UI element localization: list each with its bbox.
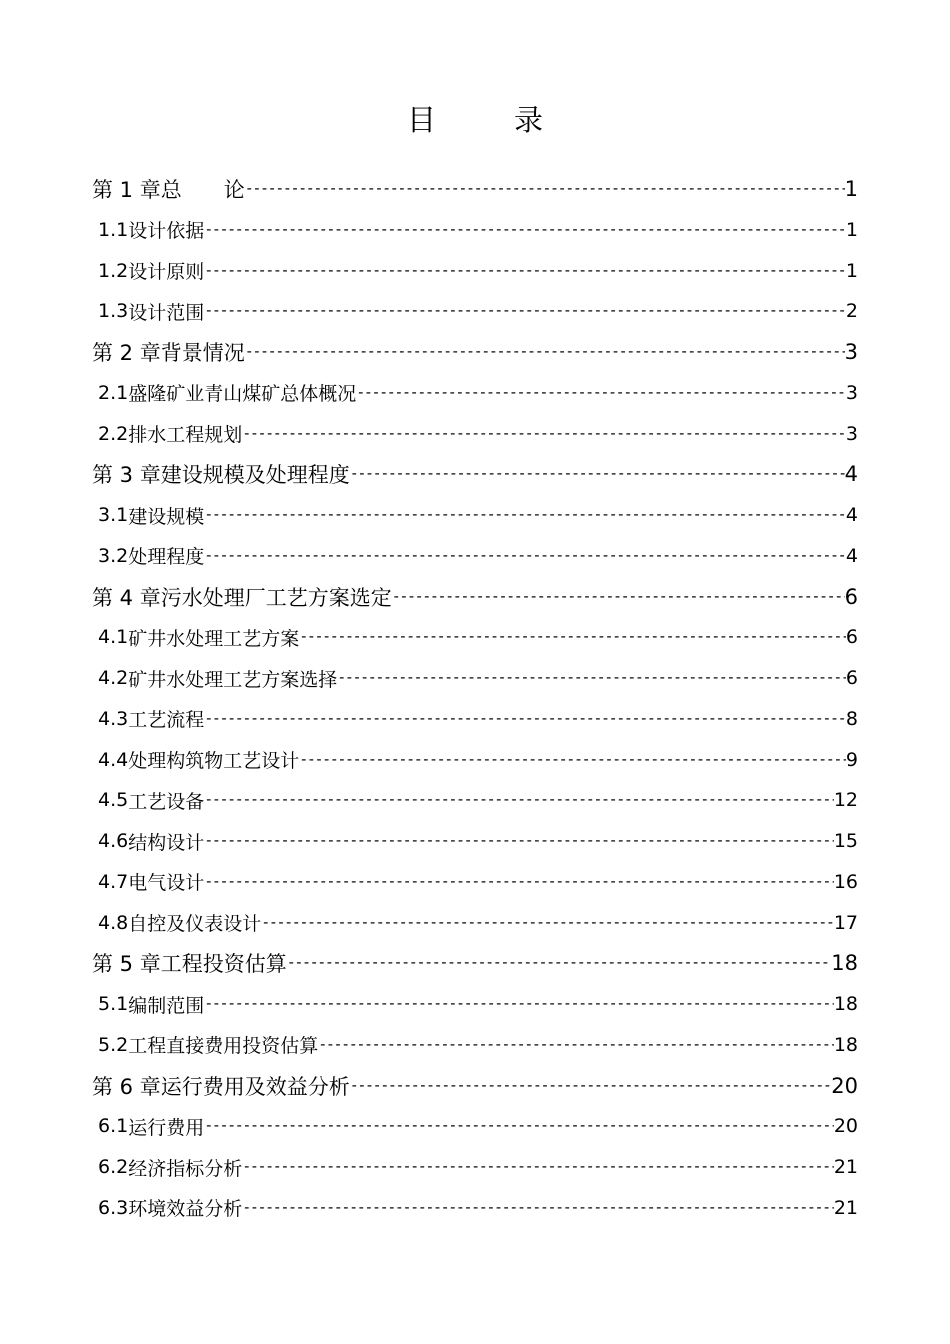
toc-entry-number: 6.2 <box>98 1156 129 1178</box>
toc-section-entry[interactable] <box>92 663 858 693</box>
toc-chapter-entry[interactable] <box>92 174 858 204</box>
toc-dot-leader <box>204 1113 834 1137</box>
toc-entry-label: 工程投资估算 <box>160 952 287 977</box>
toc-entry-page: 3 <box>845 381 858 404</box>
toc-entry-page: 1 <box>845 218 858 241</box>
toc-entry-label: 总 论 <box>160 178 245 202</box>
toc-entry-label: 矿井水处理工艺方案选择 <box>128 668 338 691</box>
toc-section-entry[interactable] <box>92 826 858 856</box>
toc-entry-page: 4 <box>845 504 858 526</box>
toc-title-right: 录 <box>514 103 544 137</box>
toc-entry-page: 6 <box>845 667 858 689</box>
toc-section-entry[interactable] <box>92 1111 858 1141</box>
toc-entry-label: 设计原则 <box>128 261 205 283</box>
toc-entry-page: 4 <box>845 544 858 567</box>
toc-entry-page: 4 <box>844 462 858 487</box>
toc-entry-page: 16 <box>833 870 858 893</box>
toc-entry-label: 工程直接费用投资估算 <box>128 1035 319 1058</box>
toc-entry-label: 排水工程规划 <box>128 424 243 446</box>
toc-entry-number: 第 3 章 <box>92 463 161 488</box>
toc-entry-number: 1.2 <box>98 259 129 282</box>
toc-entry-page: 1 <box>845 259 858 282</box>
toc-entry-number: 2.1 <box>98 381 129 404</box>
toc-title-left: 目 <box>406 103 436 137</box>
toc-entry-label: 建设规模及处理程度 <box>160 463 350 488</box>
toc-entry-label: 设计依据 <box>128 220 205 243</box>
toc-dot-leader <box>204 706 846 730</box>
toc-entry-number: 4.1 <box>98 626 129 649</box>
toc-section-entry[interactable] <box>92 908 858 938</box>
toc-dot-leader <box>350 461 845 485</box>
toc-section-entry[interactable] <box>92 419 858 449</box>
toc-entry-number: 4.5 <box>98 789 129 812</box>
toc-dot-leader <box>242 1154 834 1178</box>
toc-entry-number: 第 6 章 <box>92 1074 161 1099</box>
toc-entry-label: 运行费用及效益分析 <box>160 1074 350 1099</box>
toc-chapter-entry[interactable] <box>92 459 858 489</box>
toc-entry-label: 工艺设备 <box>128 790 205 813</box>
toc-entry-page: 3 <box>844 340 858 364</box>
toc-entry-label: 盛隆矿业青山煤矿总体概况 <box>128 383 357 406</box>
toc-entry-page: 18 <box>833 993 858 1015</box>
toc-dot-leader <box>204 543 846 567</box>
toc-dot-leader <box>287 950 832 974</box>
toc-dot-leader <box>204 828 834 852</box>
toc-entry-number: 4.2 <box>98 667 129 689</box>
toc-entry-number: 5.1 <box>98 993 129 1015</box>
toc-dot-leader <box>204 298 846 322</box>
toc-entry-page: 17 <box>833 911 858 934</box>
toc-entry-label: 运行费用 <box>128 1116 205 1139</box>
toc-chapter-entry[interactable] <box>92 948 858 978</box>
toc-entry-label: 环境效益分析 <box>128 1198 243 1221</box>
toc-dot-leader <box>299 624 846 648</box>
toc-section-entry[interactable] <box>92 500 858 530</box>
toc-entry-page: 20 <box>831 1073 858 1098</box>
toc-entry-label: 结构设计 <box>128 831 205 854</box>
toc-section-entry[interactable] <box>92 785 858 815</box>
toc-dot-leader <box>204 869 834 893</box>
toc-dot-leader <box>337 665 846 689</box>
toc-entry-number: 3.1 <box>98 504 129 526</box>
toc-dot-leader <box>356 380 846 404</box>
toc-dot-leader <box>204 217 846 241</box>
toc-entry-label: 处理构筑物工艺设计 <box>128 750 300 772</box>
toc-chapter-entry[interactable] <box>92 582 858 612</box>
toc-section-entry[interactable] <box>92 622 858 652</box>
toc-dot-leader <box>299 747 846 771</box>
toc-entry-page: 1 <box>844 177 858 201</box>
toc-entry-label: 经济指标分析 <box>128 1157 243 1180</box>
toc-dot-leader <box>242 1195 834 1219</box>
toc-section-entry[interactable] <box>92 867 858 897</box>
toc-entry-page: 6 <box>844 584 858 609</box>
toc-entry-label: 电气设计 <box>128 872 205 895</box>
toc-dot-leader <box>204 787 834 811</box>
toc-entry-number: 3.2 <box>98 544 129 567</box>
toc-entry-page: 6 <box>845 626 858 649</box>
toc-entry-number: 6.3 <box>98 1196 129 1219</box>
toc-entry-page: 21 <box>833 1156 858 1178</box>
toc-section-entry[interactable] <box>92 1030 858 1060</box>
toc-section-entry[interactable] <box>92 989 858 1019</box>
toc-dot-leader <box>245 176 845 200</box>
toc-entry-number: 第 1 章 <box>92 178 161 202</box>
toc-entry-number: 第 4 章 <box>92 585 161 610</box>
toc-entry-number: 第 2 章 <box>92 341 161 365</box>
toc-entry-number: 1.1 <box>98 218 129 241</box>
toc-entry-number: 4.6 <box>98 830 129 852</box>
toc-dot-leader <box>318 1032 834 1056</box>
toc-entry-label: 编制范围 <box>128 994 205 1017</box>
toc-entry-number: 4.8 <box>98 911 129 934</box>
toc-entry-label: 建设规模 <box>128 505 205 528</box>
toc-dot-leader <box>350 1073 832 1097</box>
toc-section-entry[interactable] <box>92 296 858 326</box>
toc-entry-label: 工艺流程 <box>128 709 205 732</box>
toc-entry-number: 4.4 <box>98 748 129 771</box>
toc-entry-number: 第 5 章 <box>92 952 161 977</box>
toc-entry-label: 背景情况 <box>160 341 245 365</box>
toc-chapter-entry[interactable] <box>92 1071 858 1101</box>
toc-section-entry[interactable] <box>92 1193 858 1223</box>
toc-entry-number: 5.2 <box>98 1033 129 1056</box>
toc-section-entry[interactable] <box>92 541 858 571</box>
toc-entry-label: 自控及仪表设计 <box>128 913 262 935</box>
toc-entry-label: 设计范围 <box>128 301 205 324</box>
toc-dot-leader <box>242 421 846 445</box>
toc-entry-page: 3 <box>845 422 858 445</box>
toc-entry-number: 1.3 <box>98 300 129 323</box>
toc-dot-leader <box>392 584 845 608</box>
toc-entry-page: 9 <box>845 748 858 771</box>
toc-entry-number: 2.2 <box>98 422 129 445</box>
toc-section-entry[interactable] <box>92 1152 858 1182</box>
toc-entry-label: 矿井水处理工艺方案 <box>128 627 300 650</box>
toc-entry-page: 8 <box>845 707 858 730</box>
toc-section-entry[interactable] <box>92 745 858 775</box>
toc-entry-page: 15 <box>833 830 858 852</box>
toc-entry-page: 20 <box>833 1115 858 1138</box>
toc-section-entry[interactable] <box>92 256 858 286</box>
toc-dot-leader <box>204 991 834 1015</box>
toc-entry-label: 污水处理厂工艺方案选定 <box>160 585 392 610</box>
toc-entry-label: 处理程度 <box>128 546 205 569</box>
toc-entry-page: 12 <box>833 789 858 812</box>
toc-title <box>0 98 950 142</box>
toc-dot-leader <box>261 910 834 934</box>
toc-entry-page: 18 <box>831 951 858 976</box>
toc-entry-number: 6.1 <box>98 1115 129 1138</box>
toc-dot-leader <box>245 339 845 363</box>
toc-section-entry[interactable] <box>92 378 858 408</box>
toc-dot-leader <box>204 502 846 526</box>
toc-dot-leader <box>204 258 846 282</box>
toc-entry-number: 4.7 <box>98 870 129 893</box>
toc-entry-page: 2 <box>845 300 858 323</box>
toc-entry-number: 4.3 <box>98 707 129 730</box>
toc-entry-page: 18 <box>833 1033 858 1056</box>
toc-section-entry[interactable] <box>92 704 858 734</box>
toc-entry-page: 21 <box>833 1196 858 1219</box>
toc-chapter-entry[interactable] <box>92 337 858 367</box>
toc-section-entry[interactable] <box>92 215 858 245</box>
